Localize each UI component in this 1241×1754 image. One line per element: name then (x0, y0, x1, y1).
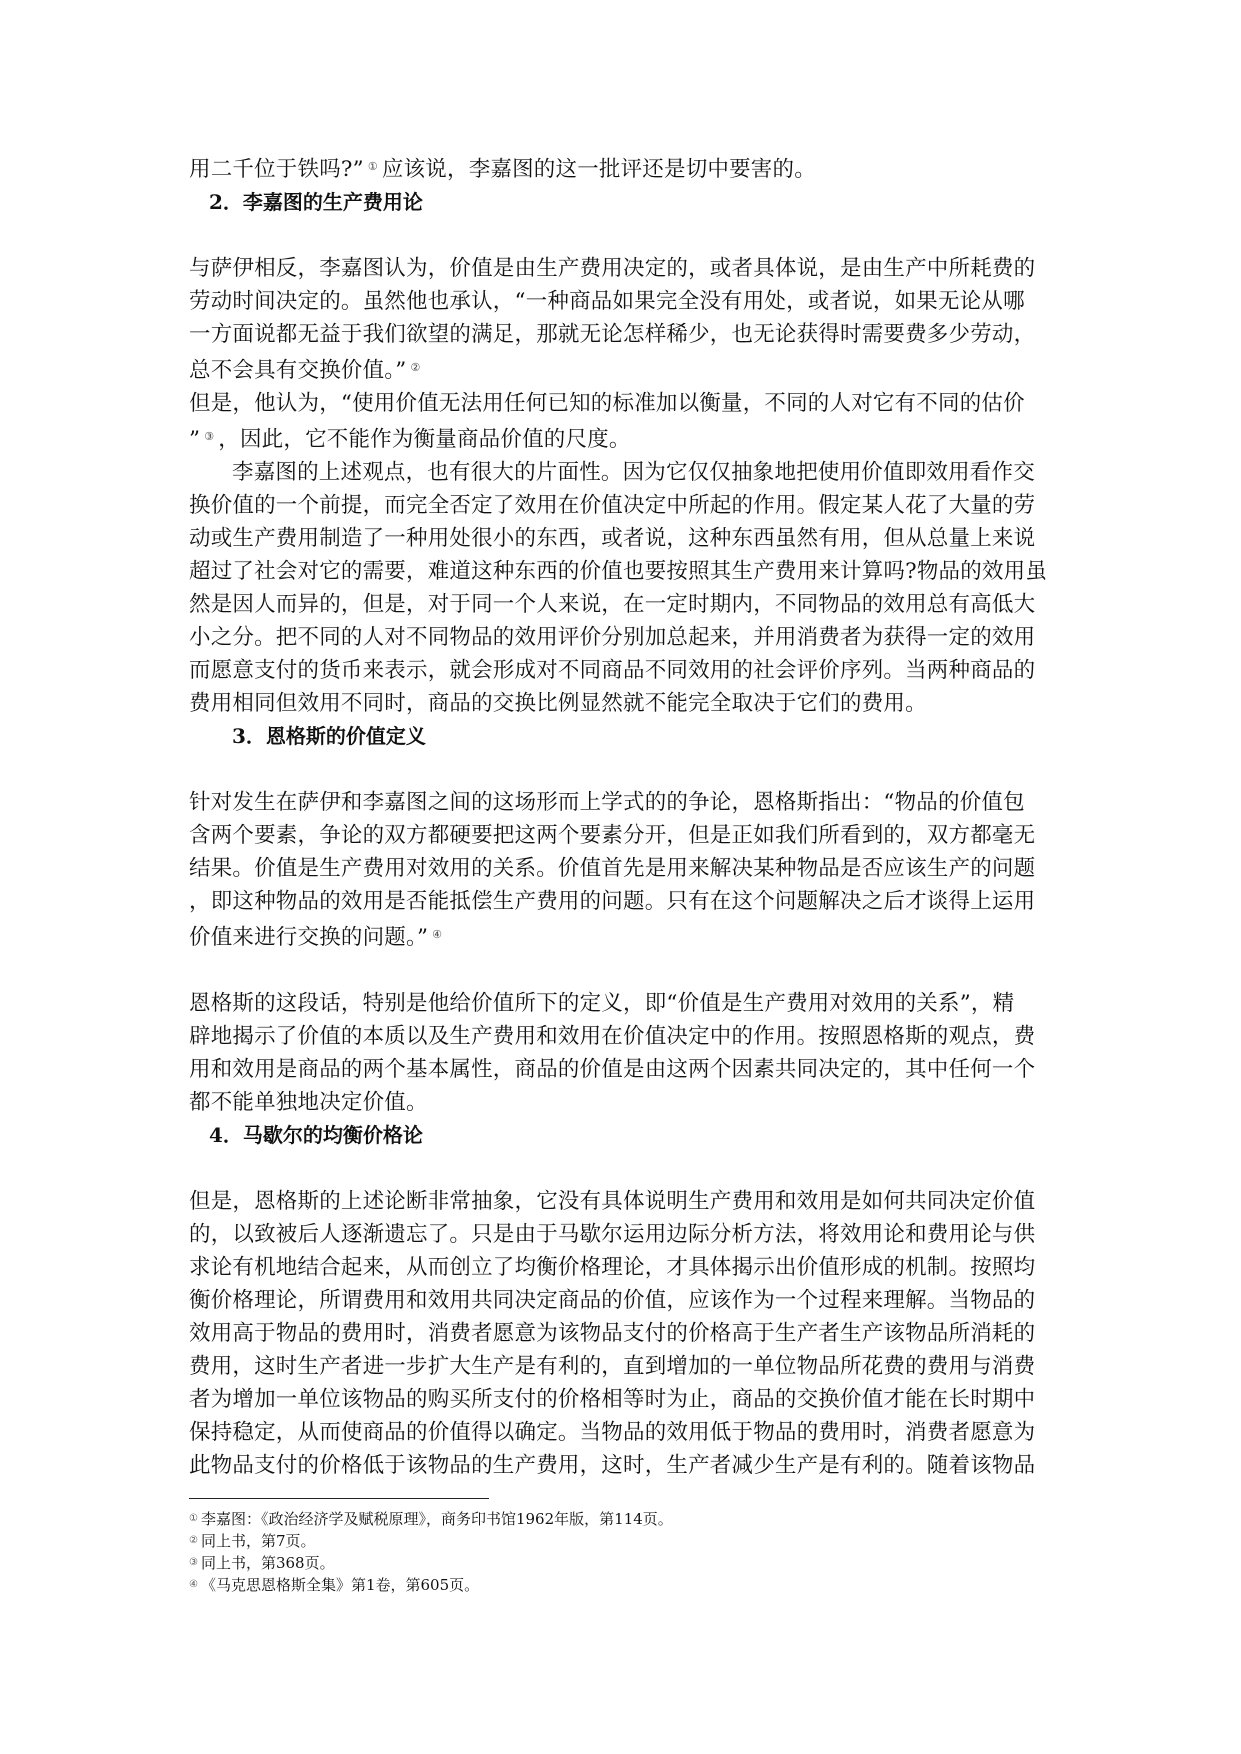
footnote-1 (189, 1508, 1049, 1530)
text-line: 动或生产费用制造了一种用处很小的东西，或者说，这种东西虽然有用，但从总量上来说 (189, 526, 1036, 551)
text-line: 李嘉图的上述观点，也有很大的片面性。因为它仅仅抽象地把使用价值即效用看作交 (232, 460, 1035, 485)
paragraph (189, 987, 1049, 1119)
text-line: 然是因人而异的，但是，对于同一个人来说，在一定时期内，不同物品的效用总有高低大 (189, 592, 1036, 617)
footnote-number: ② (189, 1535, 198, 1546)
paragraph-gap (189, 954, 1049, 987)
text-line: 结果。价值是生产费用对效用的关系。价值首先是用来解决某种物品是否应该生产的问题 (189, 856, 1036, 881)
section-heading-3: 3．恩格斯的价值定义 (232, 724, 426, 748)
text-line: 的，以致被后人逐渐遗忘了。只是由于马歇尔运用边际分析方法，将效用论和费用论与供 (189, 1222, 1036, 1247)
paragraph (189, 387, 1049, 456)
paragraph (189, 252, 1049, 387)
text-line: 都不能单独地决定价值。 (189, 1090, 428, 1115)
text-line: 但是，他认为，“使用价值无法用任何已知的标准加以衡量，不同的人对它有不同的估价 (189, 391, 1025, 416)
footnotes (189, 1508, 1049, 1596)
footnote-text: 《马克思恩格斯全集》第1卷，第605页。 (200, 1576, 480, 1594)
footnote-2 (189, 1530, 1049, 1552)
text-line (189, 351, 1049, 387)
text-line (189, 918, 1049, 954)
text-line: 辟地揭示了价值的本质以及生产费用和效用在价值决定中的作用。按照恩格斯的观点，费 (189, 1024, 1036, 1049)
text-span: ” (189, 427, 201, 452)
footnote-3 (189, 1552, 1049, 1574)
text-span: 总不会具有交换价值。” (189, 358, 407, 383)
text-line (189, 150, 1049, 186)
text-line: 超过了社会对它的需要，难道这种东西的价值也要按照其生产费用来计算吗?物品的效用虽 (189, 559, 1048, 584)
footnote-separator (189, 1498, 489, 1499)
text-line: 费用，这时生产者进一步扩大生产是有利的，直到增加的一单位物品所花费的费用与消费 (189, 1354, 1036, 1379)
footnote-number: ④ (189, 1579, 198, 1590)
text-line: 小之分。把不同的人对不同物品的效用评价分别加总起来，并用消费者为获得一定的效用 (189, 625, 1036, 650)
text-line: ，即这种物品的效用是否能抵偿生产费用的问题。只有在这个问题解决之后才谈得上运用 (189, 889, 1036, 914)
text-line: 衡价格理论，所谓费用和效用共同决定商品的价值，应该作为一个过程来理解。当物品的 (189, 1288, 1036, 1313)
text-line: 费用相同但效用不同时，商品的交换比例显然就不能完全取决于它们的费用。 (189, 691, 927, 716)
section-heading-4: 4．马歇尔的均衡价格论 (209, 1123, 423, 1147)
text-span: 价值来进行交换的问题。” (189, 925, 429, 950)
paragraph (189, 1185, 1049, 1482)
text-line: 含两个要素，争论的双方都硬要把这两个要素分开，但是正如我们所看到的，双方都毫无 (189, 823, 1036, 848)
text-line: 求论有机地结合起来，从而创立了均衡价格理论，才具体揭示出价值形成的机制。按照均 (189, 1255, 1036, 1280)
text-line: 但是，恩格斯的上述论断非常抽象，它没有具体说明生产费用和效用是如何共同决定价值 (189, 1189, 1036, 1214)
text-line: 效用高于物品的费用时，消费者愿意为该物品支付的价格高于生产者生产该物品所消耗的 (189, 1321, 1036, 1346)
footnote-ref-3[interactable]: ③ (204, 430, 215, 443)
text-line: 一方面说都无益于我们欲望的满足，那就无论怎样稀少，也无论获得时需要费多少劳动， (189, 322, 1036, 347)
footnote-number: ① (189, 1513, 198, 1524)
paragraph (189, 786, 1049, 954)
text-line: 劳动时间决定的。虽然他也承认，“一种商品如果完全没有用处，或者说，如果无论从哪 (189, 289, 1025, 314)
paragraph (189, 456, 1049, 720)
footnote-4 (189, 1574, 1049, 1596)
footnote-text: 同上书，第7页。 (200, 1532, 316, 1550)
text-span: ，因此，它不能作为衡量商品价值的尺度。 (218, 427, 631, 452)
footnote-number: ③ (189, 1557, 198, 1568)
text-line: 恩格斯的这段话，特别是他给价值所下的定义，即“价值是生产费用对效用的关系”，精 (189, 991, 1015, 1016)
text-line: 者为增加一单位该物品的购买所支付的价格相等时为止，商品的交换价值才能在长时期中 (189, 1387, 1036, 1412)
text-line: 保持稳定，从而使商品的价值得以确定。当物品的效用低于物品的费用时，消费者愿意为 (189, 1420, 1036, 1445)
text-line: 而愿意支付的货币来表示，就会形成对不同商品不同效用的社会评价序列。当两种商品的 (189, 658, 1036, 683)
text-line: 用和效用是商品的两个基本属性，商品的价值是由这两个因素共同决定的，其中任何一个 (189, 1057, 1036, 1082)
paragraph-continuation (189, 150, 1049, 186)
text-line: 与萨伊相反，李嘉图认为，价值是由生产费用决定的，或者具体说，是由生产中所耗费的 (189, 256, 1036, 281)
footnote-ref-2[interactable]: ② (410, 361, 421, 374)
footnote-ref-1[interactable]: ① (367, 160, 378, 173)
text-line: 针对发生在萨伊和李嘉图之间的这场形而上学式的的争论，恩格斯指出：“物品的价值包 (189, 790, 1025, 815)
text-line: 此物品支付的价格低于该物品的生产费用，这时，生产者减少生产是有利的。随着该物品 (189, 1453, 1036, 1478)
text-span: 应该说，李嘉图的这一批评还是切中要害的。 (381, 157, 816, 182)
text-line (189, 420, 1049, 456)
document-body (189, 150, 1049, 1482)
text-line: 换价值的一个前提，而完全否定了效用在价值决定中所起的作用。假定某人花了大量的劳 (189, 493, 1036, 518)
footnote-ref-4[interactable]: ④ (432, 928, 443, 941)
text-span: 用二千位于铁吗?” (189, 157, 364, 182)
section-heading-2: 2．李嘉图的生产费用论 (209, 190, 423, 214)
footnote-text: 李嘉图：《政治经济学及赋税原理》，商务印书馆1962年版，第114页。 (200, 1510, 673, 1528)
footnote-text: 同上书，第368页。 (200, 1554, 335, 1572)
